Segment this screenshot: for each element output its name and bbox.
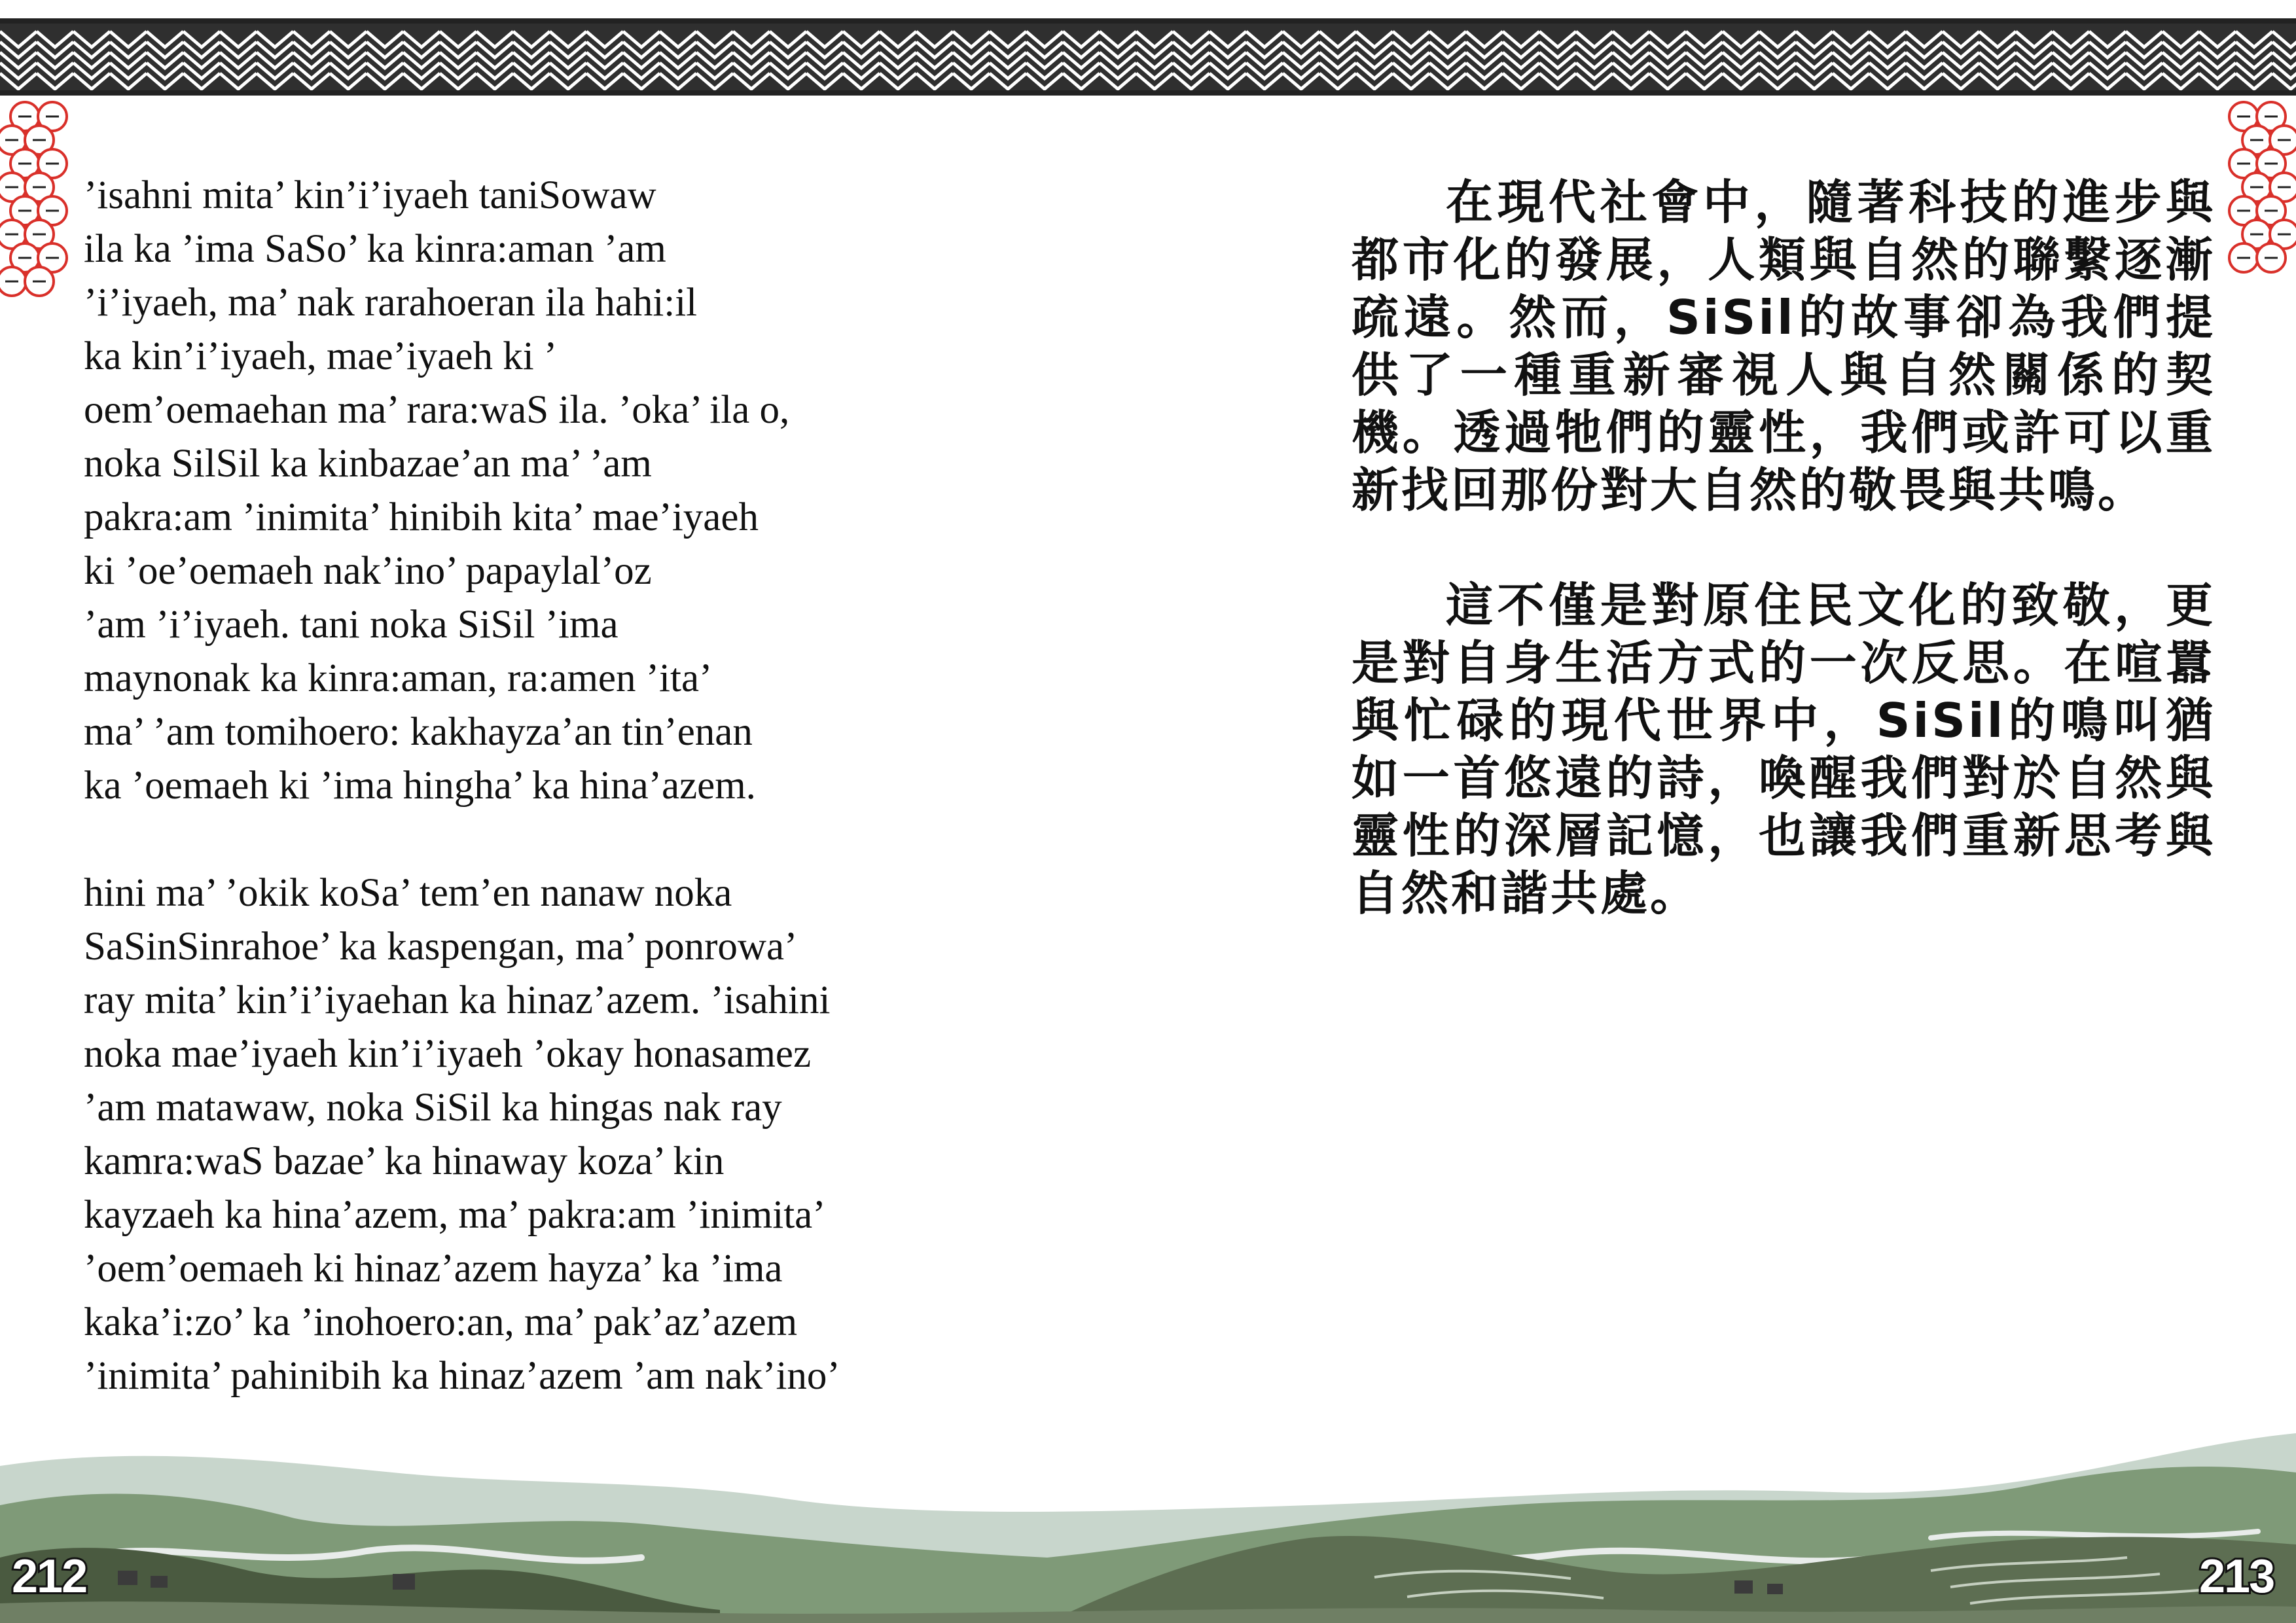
page-number-left: 212 <box>12 1550 87 1603</box>
top-zigzag-border <box>0 18 2296 96</box>
right-paragraph-2: 這不僅是對原住民文化的致敬，更是對自身生活方式的一次反思。在喧囂與忙碌的現代世界中，SiSil的鳴叫猶如一首悠遠的詩，喚醒我們對於自然與靈性的深層記憶，也讓我們重新思考與自然和諧共處。 <box>1352 578 2215 921</box>
left-paragraph-1: ’isahni mita’ kin’i’iyaeh taniSowaw ila ka ’ima SaSo’ ka kinra:aman ’am ’i’iyaeh, ma’ nak rarahoeran ila hahi:il ka kin’i’iyaeh, mae’iyaeh ki ’ oem’oemaehan ma’ rara:waS ila. ’oka’ ila o, noka SilSil ka kinbazae’an ma’ ’am pakra:am ’inimita’ hinibih kita’ mae’iyaeh ki ’oe’oemaeh nak’ino’ papaylal’oz ’am ’i’iyaeh. tani noka SiSil ’ima maynonak ka kinra:aman, ra:amen ’ita’ ma’ ’am tomihoero: kakhayza’an tin’enan ka ’oemaeh ki ’ima hingha’ ka hina’azem. <box>84 173 790 808</box>
right-corner-ornament <box>2219 98 2296 311</box>
left-corner-ornament <box>0 98 77 311</box>
landscape-illustration <box>0 1407 2296 1623</box>
right-page-text <box>1352 173 2215 922</box>
page-number-right: 213 <box>2199 1550 2274 1603</box>
left-paragraph-2: hini ma’ ’okik koSa’ tem’en nanaw noka SaSinSinrahoe’ ka kaspengan, ma’ ponrowa’ ray mita’ kin’i’iyaehan ka hinaz’azem. ’isahini noka mae’iyaeh kin’i’iyaeh ’okay honasamez ’am matawaw, noka SiSil ka hingas nak ray kamra:waS bazae’ ka hinaway koza’ kin kayzaeh ka hina’azem, ma’ pakra:am ’inimita’ ’oem’oemaeh ki hinaz’azem hayza’ ka ’ima kaka’i:zo’ ka ’inohoero:an, ma’ pak’az’azem ’inimita’ pahinibih ka hinaz’azem ’am nak’ino’ <box>84 871 840 1398</box>
right-paragraph-1: 在現代社會中，隨著科技的進步與都市化的發展，人類與自然的聯繫逐漸疏遠。然而，SiSil的故事卻為我們提供了一種重新審視人與自然關係的契機。透過牠們的靈性，我們或許可以重新找回那份對大自然的敬畏與共鳴。 <box>1352 175 2215 518</box>
left-page-text <box>84 169 1052 1457</box>
